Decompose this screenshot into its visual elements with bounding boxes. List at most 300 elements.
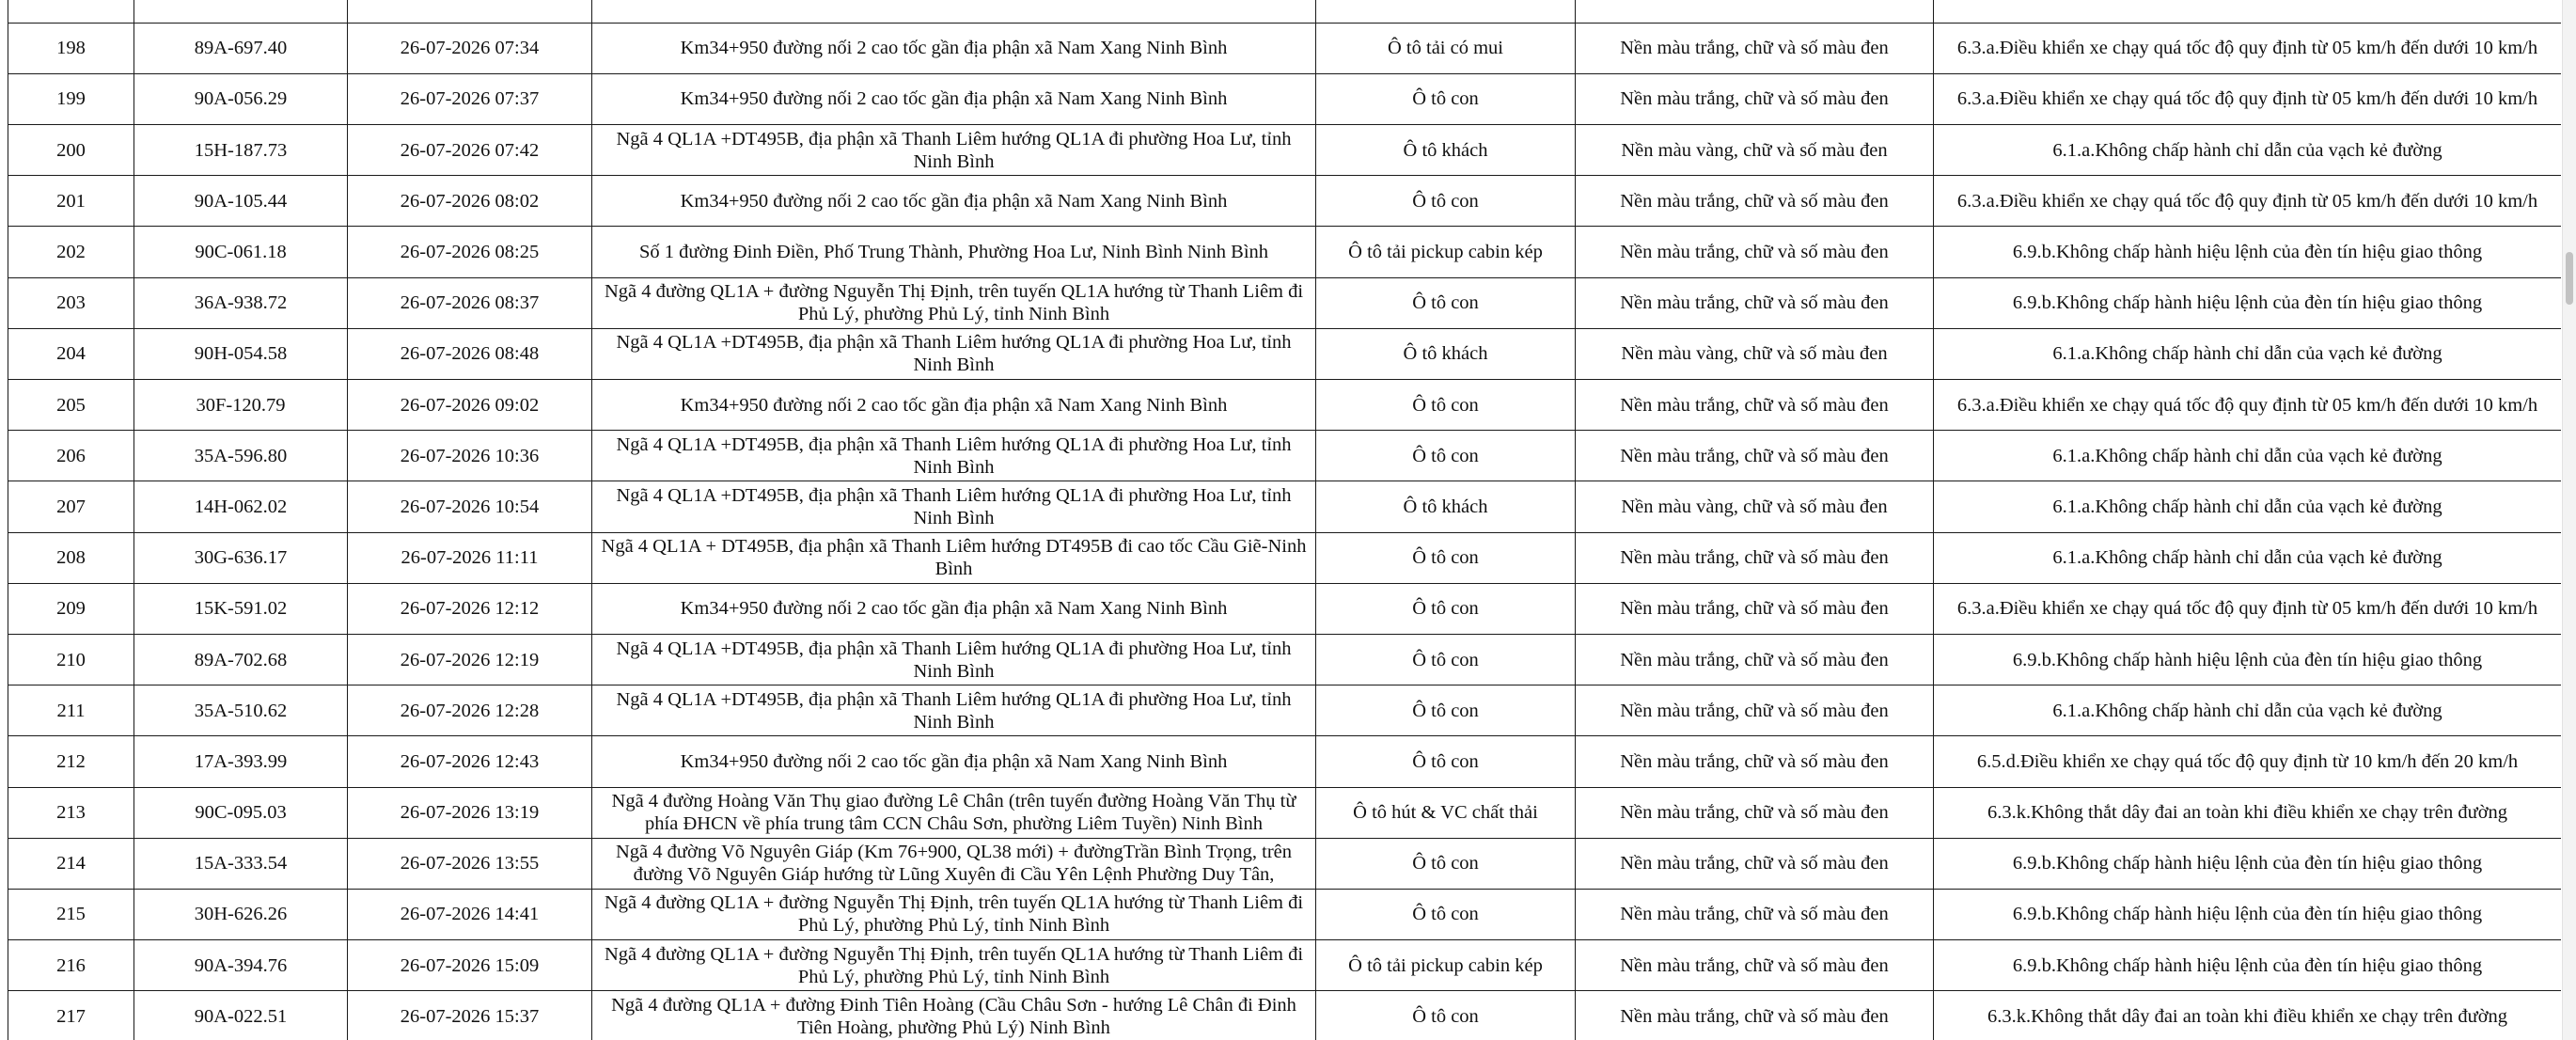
cell-plate-color[interactable] (1576, 73, 1934, 124)
cell-time[interactable] (348, 227, 592, 277)
table-row (8, 23, 2562, 73)
cell-stt-text: 198 (56, 38, 86, 59)
cell-time-text: 26-07-2026 13:19 (400, 802, 540, 824)
cell-plate[interactable] (134, 380, 348, 431)
cell-location[interactable] (592, 685, 1316, 736)
cell-plate-color-text: Nền màu trắng, chữ và số màu đen (1620, 904, 1889, 925)
cell-vehicle-type-text: Ô tô khách (1403, 496, 1488, 517)
cell-vehicle-type-text: Ô tô con (1412, 1005, 1479, 1027)
cell-violation[interactable] (1934, 73, 2562, 124)
cell-plate[interactable] (134, 481, 348, 532)
cell-violation-text: 6.3.a.Điều khiển xe chạy quá tốc độ quy định từ 05 km/h đến dưới 10 km/h (1956, 190, 2538, 212)
cell-plate[interactable] (134, 227, 348, 277)
cell-vehicle-type-text: Ô tô tải có mui (1388, 38, 1503, 59)
cell-vehicle-type[interactable] (1316, 991, 1576, 1040)
cell-time[interactable] (348, 431, 592, 481)
cell-plate-color-text: Nền màu trắng, chữ và số màu đen (1620, 750, 1889, 772)
cell-plate-text: 15A-333.54 (194, 853, 288, 875)
cell-stt[interactable] (8, 736, 134, 787)
cell-location-text: Ngã 4 QL1A +DT495B, địa phận xã Thanh Liêm hướng QL1A đi phường Hoa Lư, tỉnh Ninh Bình (616, 688, 1292, 733)
cell-stt[interactable] (8, 481, 134, 532)
cell-stt[interactable] (8, 838, 134, 889)
cell-plate-text: 30H-626.26 (194, 904, 288, 925)
cell-location[interactable] (592, 991, 1316, 1040)
cell-plate-text: 30G-636.17 (194, 547, 288, 569)
cell-violation-text: 6.1.a.Không chấp hành chỉ dẫn của vạch kẻ đường (2052, 496, 2442, 517)
cell-violation[interactable] (1934, 532, 2562, 583)
cell-violation-text: 6.9.b.Không chấp hành hiệu lệnh của đèn tín hiệu giao thông (2012, 292, 2483, 314)
cell-plate-color[interactable] (1576, 532, 1934, 583)
cell-plate[interactable] (134, 787, 348, 838)
cell-time[interactable] (348, 736, 592, 787)
cell-plate-color[interactable] (1576, 634, 1934, 685)
cell-plate-text: 36A-938.72 (194, 292, 288, 314)
cell-location[interactable] (592, 23, 1316, 73)
cell-time[interactable] (348, 889, 592, 939)
table-row (8, 583, 2562, 634)
cell-violation-text: 6.5.d.Điều khiển xe chạy quá tốc độ quy định từ 10 km/h đến 20 km/h (1976, 750, 2519, 772)
table-row (8, 940, 2562, 991)
cell-time[interactable] (348, 328, 592, 379)
cell-vehicle-type[interactable] (1316, 685, 1576, 736)
cell (1934, 0, 2562, 23)
cell-violation[interactable] (1934, 227, 2562, 277)
cell-violation-text: 6.3.a.Điều khiển xe chạy quá tốc độ quy định từ 05 km/h đến dưới 10 km/h (1956, 38, 2538, 59)
cell-vehicle-type[interactable] (1316, 583, 1576, 634)
cell-vehicle-type[interactable] (1316, 176, 1576, 227)
cell-violation-text: 6.9.b.Không chấp hành hiệu lệnh của đèn tín hiệu giao thông (2012, 649, 2483, 670)
cell-time-text: 26-07-2026 12:19 (400, 649, 540, 670)
cell-plate-color-text: Nền màu trắng, chữ và số màu đen (1620, 394, 1889, 416)
cell-location-text: Km34+950 đường nối 2 cao tốc gần địa phận xã Nam Xang Ninh Bình (680, 394, 1228, 416)
cell-stt[interactable] (8, 532, 134, 583)
cell-time-text: 26-07-2026 08:48 (400, 343, 540, 365)
cell-time-text: 26-07-2026 13:55 (400, 853, 540, 875)
cell-violation-text: 6.9.b.Không chấp hành hiệu lệnh của đèn tín hiệu giao thông (2012, 853, 2483, 875)
cell-vehicle-type-text: Ô tô con (1412, 904, 1479, 925)
cell-plate-color[interactable] (1576, 328, 1934, 379)
cell-vehicle-type-text: Ô tô tải pickup cabin kép (1348, 242, 1543, 263)
cell-plate-color-text: Nền màu vàng, chữ và số màu đen (1621, 496, 1888, 517)
cell-plate-color-text: Nền màu trắng, chữ và số màu đen (1620, 292, 1889, 314)
cell-stt-text: 211 (56, 700, 86, 721)
cell-stt-text: 207 (56, 496, 86, 517)
cell-time-text: 26-07-2026 09:02 (400, 394, 540, 416)
cell-plate-color[interactable] (1576, 583, 1934, 634)
table-row (8, 889, 2562, 939)
cell-location[interactable] (592, 940, 1316, 991)
cell-location[interactable] (592, 481, 1316, 532)
cell-plate-text: 89A-697.40 (194, 38, 288, 59)
cell-plate-color-text: Nền màu trắng, chữ và số màu đen (1620, 649, 1889, 670)
cell-location[interactable] (592, 277, 1316, 328)
cell-stt[interactable] (8, 634, 134, 685)
cell-stt[interactable] (8, 23, 134, 73)
cell-time[interactable] (348, 583, 592, 634)
cell-time-text: 26-07-2026 10:36 (400, 445, 540, 466)
cell-plate-color[interactable] (1576, 838, 1934, 889)
cell-plate-color[interactable] (1576, 787, 1934, 838)
cell-location-text: Số 1 đường Đinh Điền, Phố Trung Thành, Phường Hoa Lư, Ninh Bình Ninh Bình (638, 242, 1269, 263)
cell-stt-text: 200 (56, 139, 86, 161)
cell-time[interactable] (348, 940, 592, 991)
cell-plate-color[interactable] (1576, 685, 1934, 736)
cell-plate-color-text: Nền màu trắng, chữ và số màu đen (1620, 802, 1889, 824)
cell-location-text: Ngã 4 đường Hoàng Văn Thụ giao đường Lê Chân (trên tuyến đường Hoàng Văn Thụ từ phía ĐHCN về phía trung tâm CCN Châu Sơn, phường Liêm Tuyền) Ninh Bình (611, 791, 1296, 835)
violations-table (8, 0, 2561, 1040)
cell-plate-color[interactable] (1576, 940, 1934, 991)
cell-vehicle-type[interactable] (1316, 940, 1576, 991)
cell-stt-text: 203 (56, 292, 86, 314)
table-row (8, 125, 2562, 176)
cell-location[interactable] (592, 380, 1316, 431)
cell-plate-text: 90A-056.29 (194, 88, 288, 110)
cell-time[interactable] (348, 787, 592, 838)
cell-plate-text: 15K-591.02 (194, 598, 288, 620)
cell-vehicle-type-text: Ô tô khách (1403, 343, 1488, 365)
cell-vehicle-type[interactable] (1316, 277, 1576, 328)
cell-plate[interactable] (134, 431, 348, 481)
cell-plate[interactable] (134, 277, 348, 328)
cell-vehicle-type[interactable] (1316, 787, 1576, 838)
table-row (8, 685, 2562, 736)
cell-stt-text: 204 (56, 343, 86, 365)
cell-plate-color[interactable] (1576, 125, 1934, 176)
cell-violation[interactable] (1934, 838, 2562, 889)
cell-location[interactable] (592, 736, 1316, 787)
cell-plate-text: 89A-702.68 (194, 649, 288, 670)
cell-location-text: Km34+950 đường nối 2 cao tốc gần địa phận xã Nam Xang Ninh Bình (680, 38, 1228, 59)
cell-violation-text: 6.1.a.Không chấp hành chỉ dẫn của vạch kẻ đường (2052, 700, 2442, 721)
cell-plate-text: 90H-054.58 (194, 343, 288, 365)
cell-vehicle-type-text: Ô tô con (1412, 853, 1479, 875)
cell-violation-text: 6.3.a.Điều khiển xe chạy quá tốc độ quy định từ 05 km/h đến dưới 10 km/h (1956, 598, 2538, 620)
cell-stt[interactable] (8, 583, 134, 634)
cell (8, 0, 134, 23)
cell-time[interactable] (348, 23, 592, 73)
table-row (8, 634, 2562, 685)
cell-plate-text: 35A-510.62 (194, 700, 288, 721)
table-row (8, 73, 2562, 124)
cell-location[interactable] (592, 73, 1316, 124)
cell-violation-text: 6.3.k.Không thắt dây đai an toàn khi điều khiển xe chạy trên đường (1987, 802, 2508, 824)
cell-plate[interactable] (134, 176, 348, 227)
cell-time[interactable] (348, 176, 592, 227)
cell-time[interactable] (348, 277, 592, 328)
cell-plate-color[interactable] (1576, 736, 1934, 787)
cell-plate[interactable] (134, 23, 348, 73)
table-row (8, 176, 2562, 227)
cell-plate-color-text: Nền màu trắng, chữ và số màu đen (1620, 190, 1889, 212)
cell-stt-text: 213 (56, 802, 86, 824)
table-row-partial-top (8, 0, 2562, 23)
cell-time-text: 26-07-2026 14:41 (400, 904, 540, 925)
cell-plate-color-text: Nền màu trắng, chữ và số màu đen (1620, 38, 1889, 59)
cell-plate-text: 90A-022.51 (194, 1005, 288, 1027)
table-row (8, 227, 2562, 277)
cell-location[interactable] (592, 838, 1316, 889)
table-row (8, 380, 2562, 431)
cell-vehicle-type-text: Ô tô con (1412, 88, 1479, 110)
cell-location-text: Km34+950 đường nối 2 cao tốc gần địa phận xã Nam Xang Ninh Bình (680, 190, 1228, 212)
cell-vehicle-type[interactable] (1316, 125, 1576, 176)
cell-plate-color-text: Nền màu trắng, chữ và số màu đen (1620, 242, 1889, 263)
cell-plate-color[interactable] (1576, 380, 1934, 431)
cell-vehicle-type-text: Ô tô con (1412, 649, 1479, 670)
cell-time[interactable] (348, 481, 592, 532)
cell-plate-text: 14H-062.02 (194, 496, 288, 517)
cell-vehicle-type-text: Ô tô con (1412, 394, 1479, 416)
cell-plate-color-text: Nền màu trắng, chữ và số màu đen (1620, 547, 1889, 569)
table-body (8, 0, 2562, 1040)
cell-plate-color-text: Nền màu vàng, chữ và số màu đen (1621, 139, 1888, 161)
cell-plate-color-text: Nền màu trắng, chữ và số màu đen (1620, 445, 1889, 466)
cell-vehicle-type-text: Ô tô con (1412, 190, 1479, 212)
cell-location[interactable] (592, 227, 1316, 277)
cell-time-text: 26-07-2026 07:42 (400, 139, 540, 161)
cell-vehicle-type[interactable] (1316, 481, 1576, 532)
cell-vehicle-type[interactable] (1316, 736, 1576, 787)
cell-violation[interactable] (1934, 481, 2562, 532)
cell-time[interactable] (348, 125, 592, 176)
cell-time-text: 26-07-2026 10:54 (400, 496, 540, 517)
cell-plate-color[interactable] (1576, 481, 1934, 532)
table-row (8, 481, 2562, 532)
cell-location-text: Ngã 4 đường Võ Nguyên Giáp (Km 76+900, QL38 mới) + đườngTrần Bình Trọng, trên đường Võ Nguyên Giáp hướng từ Lũng Xuyên đi Cầu Yên Lệnh Phường Duy Tân, (615, 842, 1293, 886)
table-row (8, 838, 2562, 889)
cell-plate[interactable] (134, 838, 348, 889)
cell-location[interactable] (592, 328, 1316, 379)
cell-location[interactable] (592, 787, 1316, 838)
cell (134, 0, 348, 23)
cell-stt-text: 206 (56, 445, 86, 466)
cell-location-text: Ngã 4 QL1A +DT495B, địa phận xã Thanh Liêm hướng QL1A đi phường Hoa Lư, tỉnh Ninh Bình (616, 128, 1292, 172)
scrollbar-thumb[interactable] (2566, 252, 2573, 305)
table-row (8, 328, 2562, 379)
cell-location-text: Ngã 4 QL1A +DT495B, địa phận xã Thanh Liêm hướng QL1A đi phường Hoa Lư, tỉnh Ninh Bình (616, 433, 1292, 478)
cell-violation[interactable] (1934, 787, 2562, 838)
cell-vehicle-type[interactable] (1316, 73, 1576, 124)
cell-stt[interactable] (8, 685, 134, 736)
cell-location-text: Ngã 4 QL1A +DT495B, địa phận xã Thanh Liêm hướng QL1A đi phường Hoa Lư, tỉnh Ninh Bình (616, 332, 1292, 376)
cell-plate[interactable] (134, 634, 348, 685)
table-row (8, 787, 2562, 838)
cell-violation[interactable] (1934, 328, 2562, 379)
cell-time-text: 26-07-2026 08:25 (400, 242, 540, 263)
cell-violation-text: 6.1.a.Không chấp hành chỉ dẫn của vạch kẻ đường (2052, 445, 2442, 466)
table-row (8, 736, 2562, 787)
cell-vehicle-type-text: Ô tô con (1412, 598, 1479, 620)
cell-stt[interactable] (8, 380, 134, 431)
cell-location[interactable] (592, 583, 1316, 634)
cell-location[interactable] (592, 889, 1316, 939)
cell-location[interactable] (592, 634, 1316, 685)
cell-vehicle-type-text: Ô tô con (1412, 700, 1479, 721)
cell-violation[interactable] (1934, 23, 2562, 73)
cell-plate[interactable] (134, 991, 348, 1040)
cell-violation-text: 6.1.a.Không chấp hành chỉ dẫn của vạch kẻ đường (2052, 343, 2442, 365)
cell-violation-text: 6.3.a.Điều khiển xe chạy quá tốc độ quy định từ 05 km/h đến dưới 10 km/h (1956, 88, 2538, 110)
vertical-scrollbar[interactable] (2562, 0, 2576, 1040)
cell-violation[interactable] (1934, 634, 2562, 685)
cell-vehicle-type[interactable] (1316, 431, 1576, 481)
cell-plate[interactable] (134, 940, 348, 991)
cell-plate-color[interactable] (1576, 431, 1934, 481)
spreadsheet-view (8, 0, 2561, 1040)
cell-violation[interactable] (1934, 277, 2562, 328)
table-row (8, 991, 2562, 1040)
cell-plate-text: 15H-187.73 (194, 139, 288, 161)
cell-time-text: 26-07-2026 12:28 (400, 700, 540, 721)
cell-time[interactable] (348, 685, 592, 736)
cell-time[interactable] (348, 838, 592, 889)
cell-plate-color[interactable] (1576, 277, 1934, 328)
cell-vehicle-type[interactable] (1316, 328, 1576, 379)
cell-plate-color-text: Nền màu trắng, chữ và số màu đen (1620, 88, 1889, 110)
cell-violation[interactable] (1934, 889, 2562, 939)
cell-plate-color-text: Nền màu trắng, chữ và số màu đen (1620, 700, 1889, 721)
cell-stt[interactable] (8, 991, 134, 1040)
cell-stt[interactable] (8, 328, 134, 379)
cell-plate[interactable] (134, 583, 348, 634)
cell-violation-text: 6.9.b.Không chấp hành hiệu lệnh của đèn tín hiệu giao thông (2012, 242, 2483, 263)
cell-plate-color[interactable] (1576, 991, 1934, 1040)
cell-stt-text: 217 (56, 1005, 86, 1027)
cell-plate[interactable] (134, 73, 348, 124)
cell-stt-text: 215 (56, 904, 86, 925)
cell-vehicle-type[interactable] (1316, 227, 1576, 277)
cell-vehicle-type-text: Ô tô con (1412, 750, 1479, 772)
cell-stt-text: 216 (56, 954, 86, 976)
cell-location-text: Ngã 4 QL1A +DT495B, địa phận xã Thanh Liêm hướng QL1A đi phường Hoa Lư, tỉnh Ninh Bình (616, 638, 1292, 682)
cell-stt[interactable] (8, 277, 134, 328)
cell-stt[interactable] (8, 431, 134, 481)
cell-time-text: 26-07-2026 07:34 (400, 38, 540, 59)
cell-plate-text: 90A-394.76 (194, 954, 288, 976)
cell-stt-text: 212 (56, 750, 86, 772)
cell-vehicle-type[interactable] (1316, 634, 1576, 685)
table-row (8, 277, 2562, 328)
cell-stt-text: 208 (56, 547, 86, 569)
cell-violation[interactable] (1934, 940, 2562, 991)
cell (592, 0, 1316, 23)
cell-time[interactable] (348, 634, 592, 685)
cell-plate-color[interactable] (1576, 889, 1934, 939)
cell-violation[interactable] (1934, 583, 2562, 634)
cell-location-text: Km34+950 đường nối 2 cao tốc gần địa phận xã Nam Xang Ninh Bình (680, 88, 1228, 110)
cell-plate[interactable] (134, 736, 348, 787)
cell-location[interactable] (592, 176, 1316, 227)
cell-violation[interactable] (1934, 125, 2562, 176)
cell-location-text: Ngã 4 đường QL1A + đường Đinh Tiên Hoàng (Cầu Châu Sơn - hướng Lê Chân đi Đinh Tiên Hoàng, phường Phủ Lý) Ninh Bình (611, 994, 1296, 1038)
cell-vehicle-type[interactable] (1316, 838, 1576, 889)
cell-plate[interactable] (134, 685, 348, 736)
cell-violation-text: 6.9.b.Không chấp hành hiệu lệnh của đèn tín hiệu giao thông (2012, 954, 2483, 976)
cell-vehicle-type-text: Ô tô con (1412, 292, 1479, 314)
cell-time-text: 26-07-2026 15:09 (400, 954, 540, 976)
cell (1576, 0, 1934, 23)
cell-plate-text: 90C-061.18 (195, 242, 287, 263)
cell-location[interactable] (592, 532, 1316, 583)
cell-violation-text: 6.3.a.Điều khiển xe chạy quá tốc độ quy định từ 05 km/h đến dưới 10 km/h (1956, 394, 2538, 416)
cell-time-text: 26-07-2026 12:43 (400, 750, 540, 772)
cell-plate-color-text: Nền màu trắng, chữ và số màu đen (1620, 853, 1889, 875)
cell-location-text: Ngã 4 QL1A +DT495B, địa phận xã Thanh Liêm hướng QL1A đi phường Hoa Lư, tỉnh Ninh Bình (616, 484, 1292, 528)
cell-stt[interactable] (8, 787, 134, 838)
cell-plate-color-text: Nền màu trắng, chữ và số màu đen (1620, 598, 1889, 620)
cell-location[interactable] (592, 431, 1316, 481)
cell-time-text: 26-07-2026 15:37 (400, 1005, 540, 1027)
cell-vehicle-type-text: Ô tô tải pickup cabin kép (1348, 954, 1543, 976)
cell-plate-color[interactable] (1576, 176, 1934, 227)
cell-location-text: Km34+950 đường nối 2 cao tốc gần địa phận xã Nam Xang Ninh Bình (680, 598, 1228, 620)
cell-plate[interactable] (134, 125, 348, 176)
cell-stt[interactable] (8, 889, 134, 939)
cell (1316, 0, 1576, 23)
cell-stt-text: 214 (56, 853, 86, 875)
cell-violation[interactable] (1934, 991, 2562, 1040)
cell-stt-text: 199 (56, 88, 86, 110)
cell-plate-text: 30F-120.79 (196, 394, 286, 416)
cell-stt-text: 205 (56, 394, 86, 416)
cell-stt[interactable] (8, 125, 134, 176)
cell-time[interactable] (348, 991, 592, 1040)
cell-plate-color[interactable] (1576, 23, 1934, 73)
cell-location-text: Ngã 4 đường QL1A + đường Nguyễn Thị Định, trên tuyến QL1A hướng từ Thanh Liêm đi Phủ Lý, phường Phủ Lý, tỉnh Ninh Bình (604, 892, 1304, 937)
cell-plate-color[interactable] (1576, 227, 1934, 277)
cell-time-text: 26-07-2026 11:11 (401, 547, 539, 569)
cell-violation[interactable] (1934, 685, 2562, 736)
cell-vehicle-type-text: Ô tô con (1412, 445, 1479, 466)
cell-time[interactable] (348, 73, 592, 124)
cell-vehicle-type-text: Ô tô khách (1403, 139, 1488, 161)
cell-stt[interactable] (8, 73, 134, 124)
cell-stt[interactable] (8, 176, 134, 227)
cell-plate-text: 35A-596.80 (194, 445, 288, 466)
cell-plate[interactable] (134, 889, 348, 939)
cell-violation[interactable] (1934, 431, 2562, 481)
cell-stt[interactable] (8, 227, 134, 277)
cell-stt[interactable] (8, 940, 134, 991)
cell-vehicle-type[interactable] (1316, 380, 1576, 431)
cell-violation-text: 6.9.b.Không chấp hành hiệu lệnh của đèn tín hiệu giao thông (2012, 904, 2483, 925)
cell-violation[interactable] (1934, 176, 2562, 227)
cell-plate[interactable] (134, 532, 348, 583)
cell-plate-color-text: Nền màu vàng, chữ và số màu đen (1621, 343, 1888, 365)
cell-vehicle-type[interactable] (1316, 889, 1576, 939)
cell-plate-text: 90C-095.03 (195, 802, 287, 824)
cell-violation-text: 6.1.a.Không chấp hành chỉ dẫn của vạch kẻ đường (2052, 139, 2442, 161)
cell-violation[interactable] (1934, 736, 2562, 787)
cell-violation-text: 6.3.k.Không thắt dây đai an toàn khi điều khiển xe chạy trên đường (1987, 1005, 2508, 1027)
cell-location-text: Km34+950 đường nối 2 cao tốc gần địa phận xã Nam Xang Ninh Bình (680, 750, 1228, 772)
cell-time[interactable] (348, 380, 592, 431)
cell-time-text: 26-07-2026 12:12 (400, 598, 540, 620)
cell-time[interactable] (348, 532, 592, 583)
cell-stt-text: 209 (56, 598, 86, 620)
cell-plate-text: 90A-105.44 (194, 190, 288, 212)
cell-plate[interactable] (134, 328, 348, 379)
cell-violation-text: 6.1.a.Không chấp hành chỉ dẫn của vạch kẻ đường (2052, 547, 2442, 569)
cell-vehicle-type[interactable] (1316, 23, 1576, 73)
cell-violation[interactable] (1934, 380, 2562, 431)
cell-vehicle-type-text: Ô tô hút & VC chất thải (1353, 802, 1538, 824)
cell-location[interactable] (592, 125, 1316, 176)
cell-stt-text: 201 (56, 190, 86, 212)
cell-vehicle-type[interactable] (1316, 532, 1576, 583)
cell (348, 0, 592, 23)
cell-plate-color-text: Nền màu trắng, chữ và số màu đen (1620, 1005, 1889, 1027)
